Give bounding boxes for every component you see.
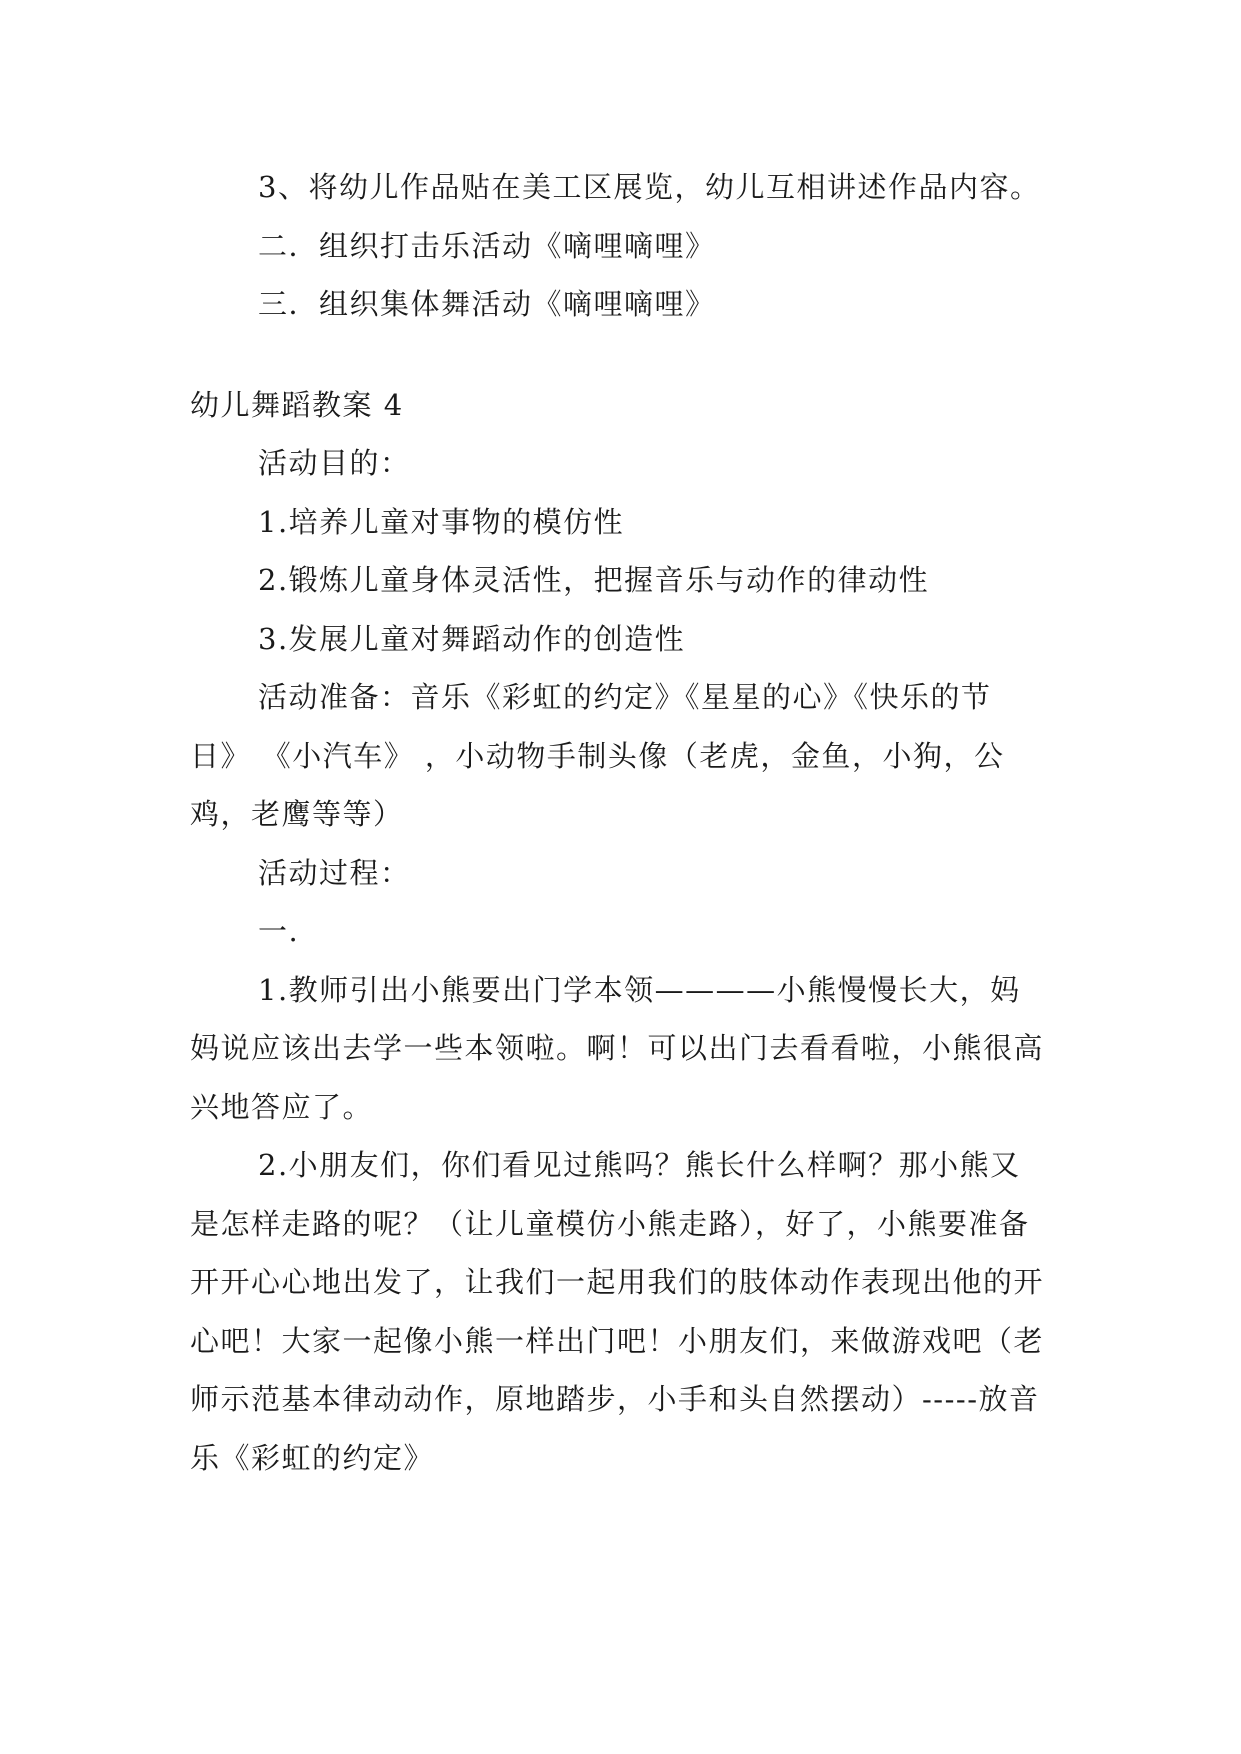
process-step-1: 1.教师引出小熊要出门学本领————小熊慢慢长大，妈妈说应该出去学一些本领啦。啊！可以出门去看看啦，小熊很高兴地答应了。 <box>190 972 1045 1124</box>
document-body <box>190 158 1050 1487</box>
activity-goals-label: 活动目的： <box>258 446 411 480</box>
section-title: 幼儿舞蹈教案 4 <box>190 387 404 422</box>
goal-item-3: 3.发展儿童对舞蹈动作的创造性 <box>258 621 686 656</box>
process-part-one: 一. <box>258 914 300 948</box>
paragraph-group-dance-activity: 三．组织集体舞活动《嘀哩嘀哩》 <box>258 287 716 321</box>
paragraph-exhibit-works: 3、将幼儿作品贴在美工区展览，幼儿互相讲述作品内容。 <box>258 170 1041 204</box>
goal-item-2: 2.锻炼儿童身体灵活性，把握音乐与动作的律动性 <box>258 563 930 597</box>
paragraph-percussion-activity: 二．组织打击乐活动《嘀哩嘀哩》 <box>258 228 716 263</box>
goal-item-1: 1.培养儿童对事物的模仿性 <box>258 504 625 539</box>
activity-process-label: 活动过程： <box>258 855 411 890</box>
activity-preparation: 活动准备：音乐《彩虹的约定》《星星的心》《快乐的节日》 《小汽车》 ，小动物手制头像（老虎，金鱼，小狗，公鸡，老鹰等等） <box>190 680 1005 831</box>
process-step-2: 2.小朋友们，你们看见过熊吗？熊长什么样啊？那小熊又是怎样走路的呢？（让儿童模仿小熊走路），好了，小熊要准备开开心心地出发了，让我们一起用我们的肢体动作表现出他的开心吧！大家一起像小熊一样出门吧！小朋友们，来做游戏吧（老师示范基本律动动作，原地踏步，小手和头自然摆动）-----放音乐《彩虹的约定》 <box>190 1148 1045 1475</box>
